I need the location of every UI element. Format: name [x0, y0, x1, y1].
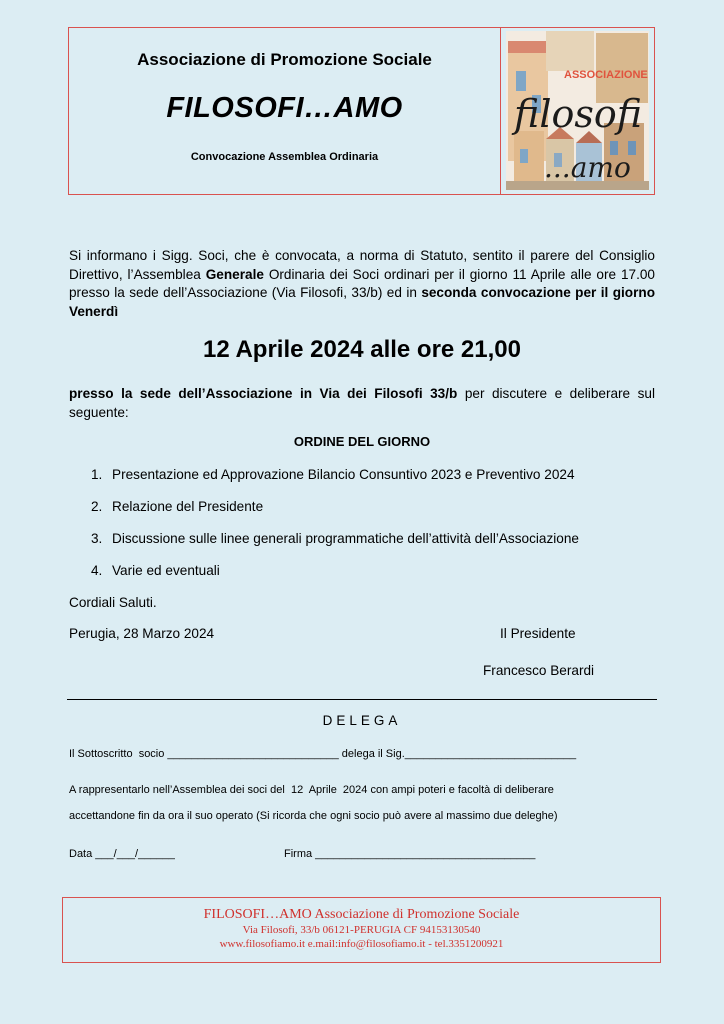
footer-title: FILOSOFI…AMO Associazione di Promozione Sociale: [203, 907, 520, 922]
logo-script-bottom: ...amo: [544, 151, 631, 184]
brand-title: FILOSOFI…AMO: [166, 92, 403, 124]
footer-contacts: www.filosofiamo.it e.mail:info@filosofiamo.it - tel.3351200921: [219, 938, 504, 950]
agenda-item: 1. Presentazione ed Approvazione Bilancio Consuntivo 2023 e Preventivo 2024: [91, 467, 575, 482]
agenda-title: ORDINE DEL GIORNO: [293, 434, 431, 449]
agenda-item: 3. Discussione sulle linee generali programmatiche dell’attività dell’Associazione: [91, 531, 579, 546]
date-field[interactable]: Data ___/___/______: [69, 848, 175, 860]
footer-address: Via Filosofi, 33/b 06121-PERUGIA CF 94153130540: [242, 924, 481, 936]
document-subtitle: Convocazione Assemblea Ordinaria: [190, 151, 379, 163]
logo-script-top: filosofi: [514, 92, 643, 136]
delega-member-line[interactable]: Il Sottoscritto socio ____________________________ delega il Sig.____________________________: [69, 748, 577, 760]
header-box: [68, 27, 655, 195]
section-divider: [67, 699, 657, 700]
delega-text-line: accettandone fin da ora il suo operato (Si ricorda che ogni socio può avere al massimo due deleghe): [69, 810, 558, 822]
intro-paragraph: [69, 247, 655, 321]
logo-banner-text: ASSOCIAZIONE: [564, 69, 648, 81]
association-logo: [506, 31, 649, 190]
footer-box: [62, 897, 661, 963]
intro-text-1: Si informano i Sigg. Soci, che è convocata, a norma di Statuto, sentito il parere del Consiglio Direttivo, l’Assemblea: [69, 248, 655, 282]
delega-text-line: A rappresentarlo nell’Assemblea dei soci del 12 Aprile 2024 con ampi poteri e facoltà di deliberare: [69, 784, 554, 796]
location-paragraph: [69, 385, 655, 422]
association-type: Associazione di Promozione Sociale: [137, 50, 432, 69]
signature-role: Il Presidente: [500, 626, 576, 641]
agenda-item: 2. Relazione del Presidente: [91, 499, 264, 514]
header-divider: [500, 28, 501, 194]
location-bold: presso la sede dell’Associazione in Via dei Filosofi 33/b: [69, 386, 458, 401]
agenda-item: 4. Varie ed eventuali: [91, 563, 220, 578]
location-rest: per discutere e deliberare sul seguente:: [69, 386, 655, 420]
delega-title: DELEGA: [322, 713, 402, 728]
closing-greeting: Cordiali Saluti.: [69, 595, 157, 610]
signature-field[interactable]: Firma ____________________________________: [284, 848, 536, 860]
place-date: Perugia, 28 Marzo 2024: [69, 626, 215, 641]
signature-name: Francesco Berardi: [483, 663, 595, 678]
intro-bold-1: Generale: [205, 266, 264, 282]
intro-bold-2: seconda convocazione per il giorno Venerdì: [69, 285, 656, 319]
meeting-date: 12 Aprile 2024 alle ore 21,00: [203, 336, 521, 363]
intro-text-2: Ordinaria dei Soci ordinari per il giorno 11 Aprile alle ore 17.00 presso la sede dell’Associazione (Via Filosofi, 33/b) ed in: [69, 266, 655, 300]
